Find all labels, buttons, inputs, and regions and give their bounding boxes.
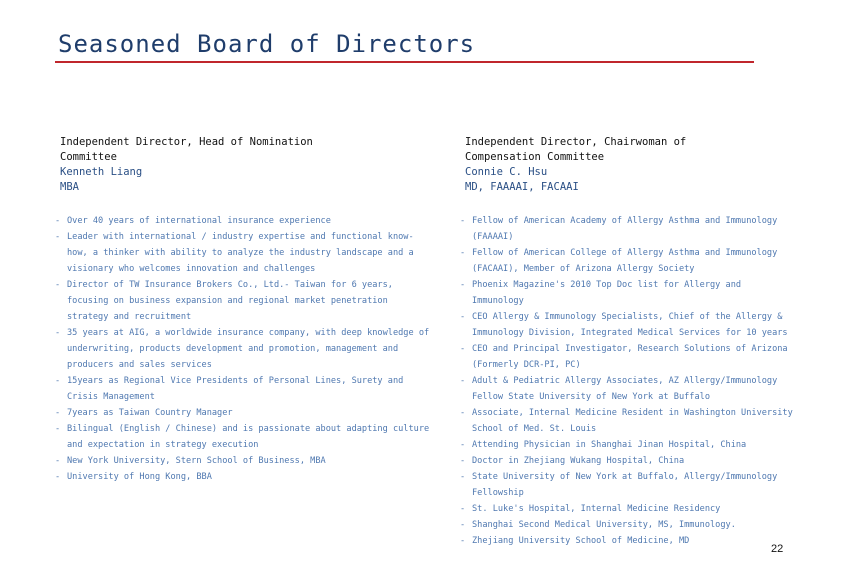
bullet-item: - 15years as Regional Vice Presidents of Personal Lines, Surety and Crisis Management xyxy=(55,373,430,405)
bullet-item: - St. Luke's Hospital, Internal Medicine Residency xyxy=(460,501,795,517)
bullet-item: - 7years as Taiwan Country Manager xyxy=(55,405,430,421)
bullet-item: - Fellow of American College of Allergy Asthma and Immunology (FACAAI), Member of Arizona Allergy Society xyxy=(460,245,795,277)
bullet-item: - University of Hong Kong, BBA xyxy=(55,469,430,485)
bullet-item: - State University of New York at Buffalo, Allergy/Immunology Fellowship xyxy=(460,469,795,501)
bullet-item: - Doctor in Zhejiang Wukang Hospital, China xyxy=(460,453,795,469)
director-name: Connie C. Hsu xyxy=(465,166,548,178)
bullet-item: - Phoenix Magazine's 2010 Top Doc list for Allergy and Immunology xyxy=(460,277,795,309)
director-header xyxy=(60,135,430,195)
director-role-line2: Compensation Committee xyxy=(465,151,605,163)
bullet-item: - Associate, Internal Medicine Resident in Washington University School of Med. St. Louis xyxy=(460,405,795,437)
bullet-item: - Director of TW Insurance Brokers Co., Ltd.- Taiwan for 6 years, focusing on business expansion and regional market penetration strategy and recruitment xyxy=(55,277,430,325)
director-bullet-list xyxy=(460,213,795,549)
director-degree: MBA xyxy=(60,181,79,193)
director-connie-hsu xyxy=(465,135,795,565)
bullet-item: - Leader with international / industry expertise and functional know-how, a thinker with ability to analyze the industry landscape and a visionary who welcomes innovation and challenges xyxy=(55,229,430,277)
title-underline xyxy=(55,61,754,63)
bullet-item: - New York University, Stern School of Business, MBA xyxy=(55,453,430,469)
bullet-item: - Bilingual (English / Chinese) and is passionate about adapting culture and expectation in strategy execution xyxy=(55,421,430,453)
bullet-item: - Zhejiang University School of Medicine, MD xyxy=(460,533,795,549)
bullet-item: - 35 years at AIG, a worldwide insurance company, with deep knowledge of underwriting, products development and promotion, management and producers and sales services xyxy=(55,325,430,373)
bullet-item: - CEO and Principal Investigator, Research Solutions of Arizona (Formerly DCR-PI, PC) xyxy=(460,341,795,373)
director-degree: MD, FAAAAI, FACAAI xyxy=(465,181,579,193)
director-role-line2: Committee xyxy=(60,151,117,163)
page-number: 22 xyxy=(771,543,784,555)
director-header xyxy=(465,135,795,195)
page-title: Seasoned Board of Directors xyxy=(58,30,476,58)
director-role-line1: Independent Director, Chairwoman of xyxy=(465,136,687,148)
bullet-item: - Shanghai Second Medical University, MS, Immunology. xyxy=(460,517,795,533)
bullet-item: - CEO Allergy & Immunology Specialists, Chief of the Allergy & Immunology Division, Integrated Medical Services for 10 years xyxy=(460,309,795,341)
bullet-item: - Fellow of American Academy of Allergy Asthma and Immunology (FAAAAI) xyxy=(460,213,795,245)
bullet-item: - Adult & Pediatric Allergy Associates, AZ Allergy/Immunology Fellow State University of New York at Buffalo xyxy=(460,373,795,405)
bullet-item: - Attending Physician in Shanghai Jinan Hospital, China xyxy=(460,437,795,453)
bullet-item: - Over 40 years of international insurance experience xyxy=(55,213,430,229)
director-name: Kenneth Liang xyxy=(60,166,143,178)
director-kenneth-liang xyxy=(60,135,430,501)
director-role-line1: Independent Director, Head of Nomination xyxy=(60,136,313,148)
director-bullet-list xyxy=(55,213,430,485)
